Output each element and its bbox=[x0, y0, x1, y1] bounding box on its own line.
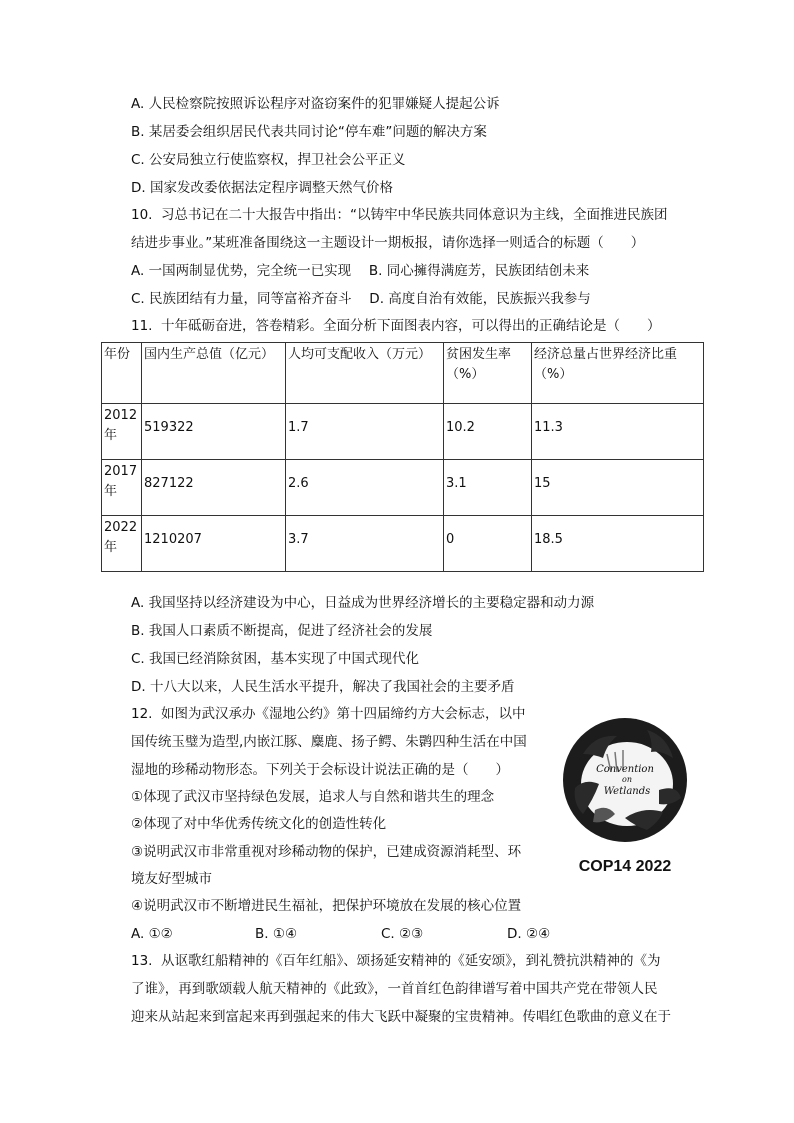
q10-stem-line2: 结进步事业。”某班准备围绕这一主题设计一期板报，请你选择一则适合的标题（ ） bbox=[131, 235, 645, 251]
cop14-logo-graphic bbox=[555, 714, 695, 879]
q11-stem-text: 十年砥砺奋进，答卷精彩。全面分析下面图表内容，可以得出的正确结论是（ ） bbox=[161, 318, 661, 334]
q12-number: 12. bbox=[131, 706, 153, 722]
q13-line2: 了谁》，再到歌颂载人航天精神的《此致》，一首首红色韵律谱写着中国共产党在带领人民 bbox=[131, 981, 658, 997]
table-header-world-share: 经济总量占世界经济比重（%） bbox=[532, 343, 704, 404]
q9-option-b: B. 某居委会组织居民代表共同讨论“停车难”问题的解决方案 bbox=[131, 124, 487, 140]
logo-text-line3: Wetlands bbox=[603, 786, 651, 797]
table-cell-year: 2012年 bbox=[102, 404, 142, 460]
cop14-wetlands-logo bbox=[555, 714, 695, 879]
q12-option-a: A. ①② bbox=[131, 926, 173, 942]
logo-caption: COP14 2022 bbox=[578, 858, 672, 875]
table-header-poverty: 贫困发生率（%） bbox=[444, 343, 532, 404]
q12-option-b: B. ①④ bbox=[255, 926, 298, 942]
q12-statement-2: ②体现了对中华优秀传统文化的创造性转化 bbox=[131, 816, 387, 832]
table-cell-gdp: 827122 bbox=[142, 460, 286, 516]
q12-statement-3-cont: 境友好型城市 bbox=[131, 871, 212, 887]
q11-number: 11. bbox=[131, 318, 153, 334]
q12-stem-line3: 湿地的珍稀动物形态。下列关于会标设计说法正确的是（ ） bbox=[131, 762, 509, 778]
q11-option-a: A. 我国坚持以经济建设为中心，日益成为世界经济增长的主要稳定器和动力源 bbox=[131, 595, 595, 611]
q9-option-c: C. 公安局独立行使监察权，捍卫社会公平正义 bbox=[131, 152, 406, 168]
q13-text-line1: 从讴歌红船精神的《百年红船》、颂扬延安精神的《延安颂》，到礼赞抗洪精神的《为 bbox=[161, 953, 661, 969]
table-cell-income: 3.7 bbox=[286, 516, 444, 572]
q11-option-d: D. 十八大以来，人民生活水平提升，解决了我国社会的主要矛盾 bbox=[131, 679, 515, 695]
q13-line3: 迎来从站起来到富起来再到强起来的伟大飞跃中凝聚的宝贵精神。传唱红色歌曲的意义在于 bbox=[131, 1009, 671, 1025]
table-cell-income: 1.7 bbox=[286, 404, 444, 460]
q12-statement-4: ④说明武汉市不断增进民生福祉，把保护环境放在发展的核心位置 bbox=[131, 898, 522, 914]
q10-stem-text: 习总书记在二十大报告中指出：“以铸牢中华民族共同体意识为主线，全面推进民族团 bbox=[161, 207, 668, 223]
q12-stem-text: 如图为武汉承办《湿地公约》第十四届缔约方大会标志，以中 bbox=[161, 706, 526, 722]
q10-options-line2: C. 民族团结有力量，同等富裕齐奋斗 D. 高度自治有效能，民族振兴我参与 bbox=[131, 291, 591, 307]
q12-stem-line1 bbox=[131, 704, 526, 724]
table-cell-year: 2017年 bbox=[102, 460, 142, 516]
table-cell-world-share: 11.3 bbox=[532, 404, 704, 460]
q11-stem bbox=[131, 316, 661, 336]
q12-statement-3: ③说明武汉市非常重视对珍稀动物的保护，已建成资源消耗型、环 bbox=[131, 844, 522, 860]
table-row bbox=[102, 460, 704, 516]
q12-stem-line2: 国传统玉璧为造型,内嵌江豚、麋鹿、扬子鳄、朱鹮四种生活在中国 bbox=[131, 734, 527, 750]
q11-option-b: B. 我国人口素质不断提高，促进了经济社会的发展 bbox=[131, 623, 433, 639]
q13-number: 13. bbox=[131, 953, 153, 969]
table-row bbox=[102, 516, 704, 572]
q10-options-line1: A. 一国两制显优势，完全统一已实现 B. 同心擁得满庭芳，民族团结创未来 bbox=[131, 263, 590, 279]
table-cell-year: 2022年 bbox=[102, 516, 142, 572]
q12-option-c: C. ②③ bbox=[381, 926, 424, 942]
q13-line1 bbox=[131, 951, 661, 971]
q11-option-c: C. 我国已经消除贫困，基本实现了中国式现代化 bbox=[131, 651, 420, 667]
table-cell-income: 2.6 bbox=[286, 460, 444, 516]
table-header-year: 年份 bbox=[102, 343, 142, 404]
table-cell-gdp: 519322 bbox=[142, 404, 286, 460]
q12-options bbox=[131, 924, 551, 944]
q10-number: 10. bbox=[131, 207, 153, 223]
table-cell-poverty: 0 bbox=[444, 516, 532, 572]
table-cell-world-share: 18.5 bbox=[532, 516, 704, 572]
table-cell-poverty: 3.1 bbox=[444, 460, 532, 516]
q9-option-a: A. 人民检察院按照诉讼程序对盗窃案件的犯罪嫌疑人提起公诉 bbox=[131, 96, 500, 112]
table-cell-gdp: 1210207 bbox=[142, 516, 286, 572]
logo-text-line1: Convention bbox=[596, 764, 654, 775]
q12-option-d: D. ②④ bbox=[507, 926, 551, 942]
q9-option-d: D. 国家发改委依据法定程序调整天然气价格 bbox=[131, 180, 393, 196]
table-cell-world-share: 15 bbox=[532, 460, 704, 516]
q10-stem-line1 bbox=[131, 205, 668, 225]
table-row bbox=[102, 404, 704, 460]
table-header-row bbox=[102, 343, 704, 404]
table-header-gdp: 国内生产总值（亿元） bbox=[142, 343, 286, 404]
q12-statement-1: ①体现了武汉市坚持绿色发展，追求人与自然和谐共生的理念 bbox=[131, 789, 495, 805]
table-header-income: 人均可支配收入（万元） bbox=[286, 343, 444, 404]
q11-data-table bbox=[101, 342, 704, 572]
logo-text-line2: on bbox=[622, 775, 632, 784]
table-cell-poverty: 10.2 bbox=[444, 404, 532, 460]
